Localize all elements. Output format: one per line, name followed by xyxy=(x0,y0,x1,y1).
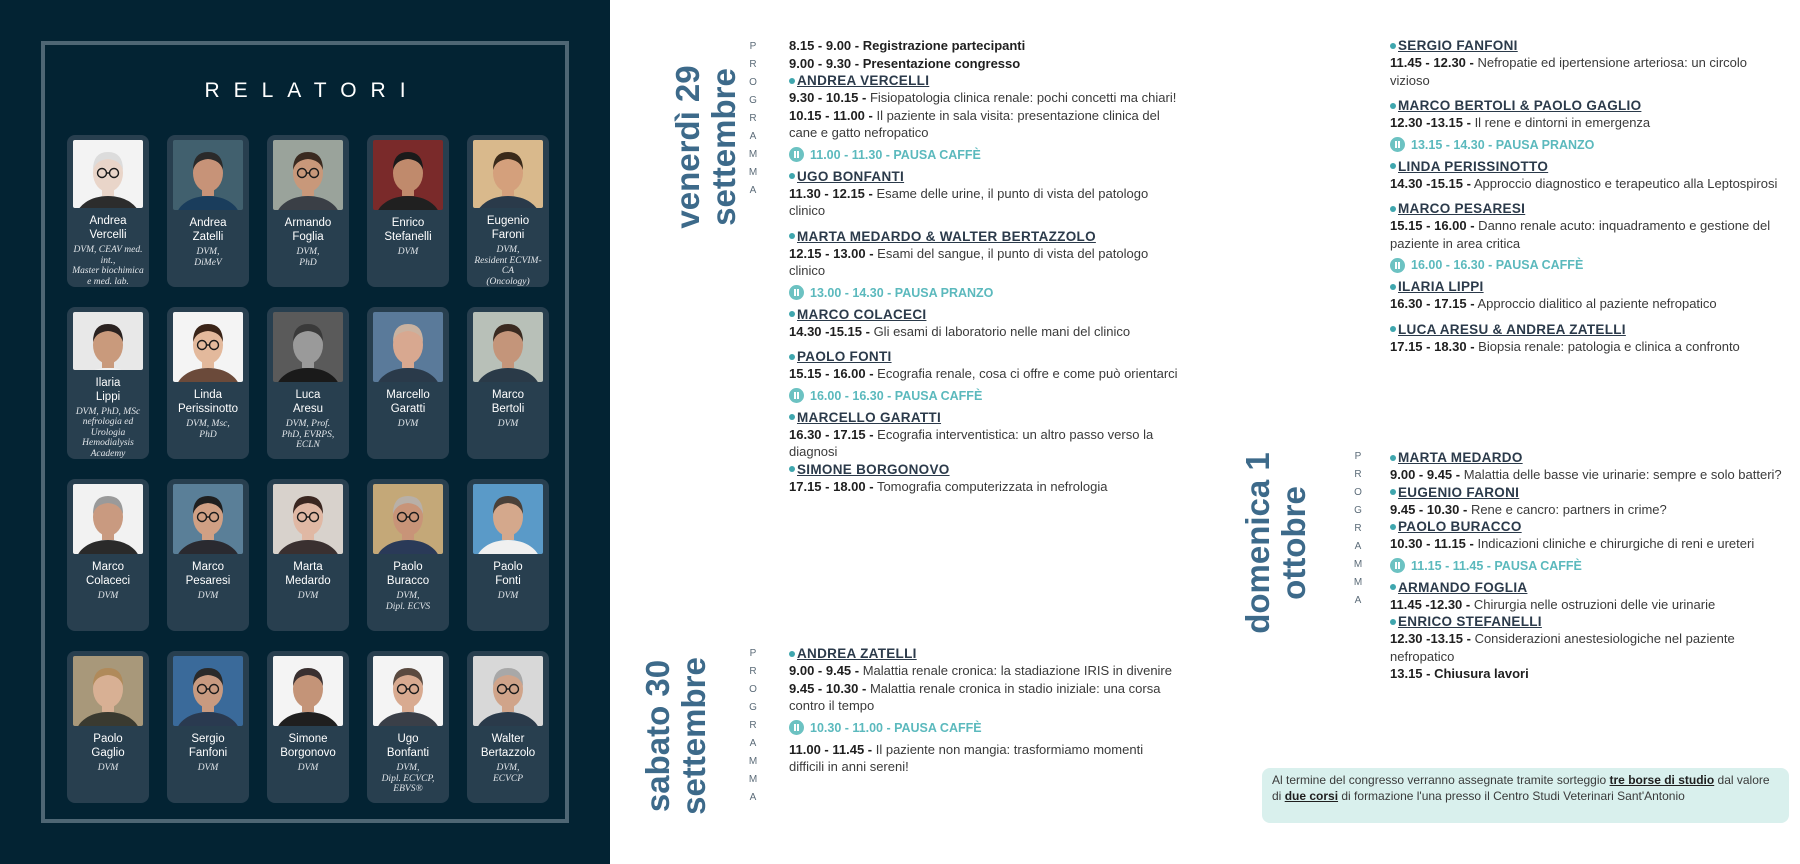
speaker-photo xyxy=(273,484,343,554)
break-row xyxy=(789,386,1184,406)
speaker-credentials: DVM xyxy=(97,591,119,601)
speaker-credentials: DVM, CEAV med. int., Master biochimica e med. lab. xyxy=(72,245,144,287)
speaker-card xyxy=(367,135,449,287)
talk-title: Chirurgia nelle ostruzioni delle vie urinarie xyxy=(1470,596,1716,612)
break-label: 16.00 - 16.30 - PAUSA CAFFÈ xyxy=(1411,258,1584,272)
speaker-name: Linda Perissinotto xyxy=(177,389,239,415)
talk-title: Biopsia renale: patologia e clinica a confronto xyxy=(1474,338,1740,354)
break-row xyxy=(1390,135,1790,155)
program-letter: M xyxy=(1353,559,1363,570)
talk-item xyxy=(1390,114,1790,132)
break-label: 13.15 - 14.30 - PAUSA PRANZO xyxy=(1411,137,1595,152)
speaker-card xyxy=(367,651,449,803)
speaker-photo xyxy=(473,484,543,554)
speaker-credentials: DVM, Prof. PhD, EVRPS, ECLN xyxy=(281,419,335,450)
schedule-friday xyxy=(789,37,1184,495)
bullet-icon xyxy=(789,233,795,239)
bullet-icon xyxy=(1390,619,1396,625)
speaker-card xyxy=(367,479,449,631)
talk-time: 11.00 - 11.45 - xyxy=(789,741,873,757)
speakers-title: RELATORI xyxy=(204,79,420,102)
break-label: 16.00 - 16.30 - PAUSA CAFFÈ xyxy=(810,388,983,403)
program-letter: A xyxy=(1354,541,1362,552)
talk-item xyxy=(789,185,1184,220)
speaker-label: SIMONE BORGONOVO xyxy=(797,461,950,477)
bullet-icon xyxy=(789,78,795,84)
session-speaker xyxy=(1390,200,1790,217)
talk-item xyxy=(1390,295,1790,313)
speaker-photo xyxy=(273,140,343,210)
day-label-friday: venerdì 29 settembre xyxy=(669,65,742,229)
speaker-credentials: DVM xyxy=(297,591,319,601)
talk-item xyxy=(1390,175,1790,193)
speaker-credentials: DVM, Resident ECVIM-CA (Oncology) xyxy=(474,245,542,287)
session-speaker xyxy=(1390,37,1790,54)
speaker-photo xyxy=(473,312,543,382)
talk-item xyxy=(789,478,1184,496)
program-letter: R xyxy=(749,59,757,70)
speakers-panel xyxy=(0,0,610,864)
talk-time: 14.30 -15.15 - xyxy=(1390,175,1471,191)
program-letter: M xyxy=(1353,577,1363,588)
break-row xyxy=(789,145,1184,165)
speaker-card xyxy=(267,307,349,459)
talk-title: Considerazioni anestesiologiche nel paziente nefropatico xyxy=(1390,631,1735,664)
speaker-credentials: DVM xyxy=(197,763,219,773)
bullet-icon xyxy=(1390,524,1396,530)
bullet-icon xyxy=(789,311,795,317)
session-speaker xyxy=(1390,449,1790,466)
speaker-name: Andrea Zatelli xyxy=(189,217,227,243)
program-letter: M xyxy=(748,167,758,178)
program-letter: M xyxy=(748,756,758,767)
program-letter: G xyxy=(749,702,757,713)
scholarship-note: Al termine del congresso verranno assegnate tramite sorteggio tre borse di studio dal valore di due corsi di formazione l'una presso il Centro Studi Veterinari Sant'Antonio xyxy=(1262,768,1789,823)
talk-item xyxy=(1390,630,1790,665)
schedule-sunday xyxy=(1390,449,1790,683)
bullet-icon xyxy=(789,414,795,420)
speaker-label: UGO BONFANTI xyxy=(797,168,905,184)
program-letter: M xyxy=(748,149,758,160)
bullet-icon xyxy=(1390,103,1396,109)
speaker-credentials: DVM xyxy=(397,247,419,257)
talk-time: 10.15 - 11.00 - xyxy=(789,107,873,123)
program-letter: G xyxy=(749,95,757,106)
day-label-saturday: sabato 30 settembre xyxy=(639,657,712,815)
speaker-photo xyxy=(73,140,143,208)
break-label: 11.00 - 11.30 - PAUSA CAFFÈ xyxy=(810,147,981,162)
talk-title: Il rene e dintorni in emergenza xyxy=(1470,115,1651,130)
speaker-credentials: DVM xyxy=(397,419,419,429)
talk-time: 14.30 -15.15 - xyxy=(789,323,870,339)
talk-item xyxy=(789,89,1184,107)
bullet-icon xyxy=(789,651,795,657)
spacer xyxy=(789,220,1184,228)
talk-item xyxy=(1390,535,1790,553)
speaker-card xyxy=(267,651,349,803)
session-speaker xyxy=(789,348,1184,365)
speaker-credentials: DVM, PhD, MSc nefrologia ed Urologia Hemodialysis Academy xyxy=(75,406,141,459)
schedule-event: 13.15 - Chiusura lavori xyxy=(1390,666,1529,681)
speaker-card xyxy=(367,307,449,459)
bullet-icon xyxy=(1390,284,1396,290)
session-speaker xyxy=(1390,484,1790,501)
pause-icon xyxy=(1390,258,1405,273)
talk-time: 15.15 - 16.00 - xyxy=(789,366,874,381)
program-letter: A xyxy=(749,738,757,749)
bullet-icon xyxy=(789,466,795,472)
speaker-label: MARCELLO GARATTI xyxy=(797,409,942,425)
bullet-icon xyxy=(1390,206,1396,212)
schedule-saturday-morning xyxy=(789,645,1174,776)
session-speaker xyxy=(1390,321,1790,338)
talk-item xyxy=(1390,338,1790,356)
speaker-photo xyxy=(373,484,443,554)
speaker-name: Marco Bertoli xyxy=(491,389,525,415)
talk-time: 11.45 -12.30 - xyxy=(1390,596,1471,612)
speaker-label: MARCO COLACECI xyxy=(797,306,927,322)
talk-title: Indicazioni cliniche e chirurgiche di reni e ureteri xyxy=(1473,536,1755,551)
speaker-card xyxy=(467,307,549,459)
session-speaker xyxy=(1390,613,1790,630)
bullet-icon xyxy=(1390,489,1396,495)
session-speaker xyxy=(1390,518,1790,535)
pause-icon xyxy=(789,285,804,300)
session-speaker xyxy=(789,409,1184,426)
speaker-card xyxy=(67,479,149,631)
talk-time: 9.45 - 10.30 - xyxy=(789,680,867,696)
speaker-name: Armando Foglia xyxy=(284,217,332,243)
pause-icon xyxy=(789,147,804,162)
talk-item xyxy=(1390,501,1790,519)
speaker-photo xyxy=(473,656,543,726)
talk-title: Il paziente in sala visita: presentazione clinica del cane e gatto nefropatico xyxy=(789,107,1160,140)
talk-title: Tomografia computerizzata in nefrologia xyxy=(873,478,1108,494)
talk-title: Danno renale acuto: inquadramento e gestione del paziente in area critica xyxy=(1390,218,1771,251)
speaker-credentials: DVM, PhD xyxy=(296,247,320,268)
bullet-icon xyxy=(1390,43,1396,49)
talk-item xyxy=(789,662,1174,680)
program-letter: O xyxy=(1354,487,1362,498)
speaker-photo xyxy=(173,140,243,210)
talk-title: Malattia delle basse vie urinarie: sempre e solo batteri? xyxy=(1460,467,1782,482)
speaker-card xyxy=(267,135,349,287)
bullet-icon xyxy=(1390,455,1396,461)
speaker-photo xyxy=(173,656,243,726)
speaker-card xyxy=(167,135,249,287)
session-speaker xyxy=(1390,579,1790,596)
bullet-icon xyxy=(789,354,795,360)
program-letter: A xyxy=(1354,595,1362,606)
talk-item xyxy=(789,323,1184,341)
talk-time: 16.30 - 17.15 - xyxy=(789,426,874,442)
speaker-name: Simone Borgonovo xyxy=(280,733,336,759)
talk-item xyxy=(1390,466,1790,484)
talk-title: Ecografia renale, cosa ci offre e come può orientarci xyxy=(873,366,1178,381)
spacer xyxy=(1390,89,1790,97)
speaker-card xyxy=(67,135,149,287)
speaker-name: Ugo Bonfanti xyxy=(386,733,430,759)
speaker-credentials: DVM, ECVCP xyxy=(492,763,524,784)
speaker-name: Marco Colaceci xyxy=(85,561,131,587)
pause-icon xyxy=(789,720,804,735)
program-letter: A xyxy=(749,792,757,803)
program-letter: A xyxy=(749,185,757,196)
break-label: 11.15 - 11.45 - PAUSA CAFFÈ xyxy=(1411,558,1582,573)
talk-time: 17.15 - 18.00 - xyxy=(789,478,874,494)
program-letter: R xyxy=(1354,523,1362,534)
speaker-credentials: DVM, Msc, PhD xyxy=(186,419,230,440)
break-label: 13.00 - 14.30 - PAUSA PRANZO xyxy=(810,285,994,300)
speaker-label: PAOLO FONTI xyxy=(797,349,892,364)
speaker-card xyxy=(267,479,349,631)
speaker-photo xyxy=(173,484,243,554)
schedule-event: 9.00 - 9.30 - Presentazione congresso xyxy=(789,55,1021,71)
speaker-credentials: DVM xyxy=(497,419,519,429)
talk-title: Approccio dialitico al paziente nefropatico xyxy=(1474,296,1717,311)
talk-time: 17.15 - 18.30 - xyxy=(1390,338,1475,354)
day-label-sunday: domenica 1 ottobre xyxy=(1239,452,1312,634)
speaker-name: Luca Aresu xyxy=(292,389,324,415)
speaker-credentials: DVM xyxy=(197,591,219,601)
speaker-credentials: DVM xyxy=(297,763,319,773)
speaker-credentials: DVM, Dipl. ECVS xyxy=(385,591,431,612)
speaker-name: Eugenio Faroni xyxy=(486,215,530,241)
pause-icon xyxy=(1390,137,1405,152)
talk-time: 9.00 - 9.45 - xyxy=(789,663,860,678)
speaker-card xyxy=(67,651,149,803)
talk-item xyxy=(789,245,1184,280)
speaker-label: LUCA ARESU & ANDREA ZATELLI xyxy=(1398,321,1626,337)
speaker-name: Ilaria Lippi xyxy=(95,376,121,403)
speaker-label: EUGENIO FARONI xyxy=(1398,484,1520,500)
speaker-label: MARTA MEDARDO & WALTER BERTAZZOLO xyxy=(797,228,1096,244)
session-speaker xyxy=(1390,278,1790,295)
talk-title: Rene e cancro: partners in crime? xyxy=(1467,501,1667,517)
pause-icon xyxy=(1390,558,1405,573)
session-speaker xyxy=(789,168,1184,185)
speaker-card xyxy=(67,307,149,459)
bullet-icon xyxy=(789,173,795,179)
talk-time: 9.00 - 9.45 - xyxy=(1390,467,1461,482)
session-speaker xyxy=(789,306,1184,323)
program-letters xyxy=(747,38,759,200)
speaker-label: ARMANDO FOGLIA xyxy=(1398,579,1528,595)
speaker-label: LINDA PERISSINOTTO xyxy=(1398,158,1549,174)
talk-time: 9.45 - 10.30 - xyxy=(1390,501,1468,517)
schedule-event: 8.15 - 9.00 - Registrazione partecipanti xyxy=(789,38,1026,53)
talk-item xyxy=(1390,217,1790,252)
speaker-photo xyxy=(73,484,143,554)
break-row xyxy=(1390,255,1790,275)
speaker-label: ENRICO STEFANELLI xyxy=(1398,614,1542,629)
program-letter: P xyxy=(749,648,757,659)
talk-title: Nefropatie ed ipertensione arteriosa: un circolo vizioso xyxy=(1390,55,1747,88)
speaker-name: Paolo Fonti xyxy=(493,561,523,587)
talk-title: Esami del sangue, il punto di vista del patologo clinico xyxy=(789,245,1149,278)
talk-time: 10.30 - 11.15 - xyxy=(1390,536,1474,551)
session-speaker xyxy=(789,228,1184,245)
talk-title: Fisiopatologia clinica renale: pochi concetti ma chiari! xyxy=(866,90,1177,105)
speaker-photo xyxy=(73,656,143,726)
speakers-grid xyxy=(67,135,549,803)
speaker-photo xyxy=(73,312,143,370)
program-letter: O xyxy=(749,77,757,88)
talk-title: Ecografia interventistica: un altro passo verso la diagnosi xyxy=(789,426,1154,459)
talk-item xyxy=(789,365,1184,383)
talk-time: 11.30 - 12.15 - xyxy=(789,185,873,201)
program-letter: R xyxy=(1354,469,1362,480)
speaker-label: PAOLO BURACCO xyxy=(1398,519,1522,534)
speaker-photo xyxy=(373,312,443,382)
program-letters xyxy=(1352,448,1364,610)
speaker-photo xyxy=(273,312,343,382)
bullet-icon xyxy=(1390,584,1396,590)
talk-title: Approccio diagnostico e terapeutico alla Leptospirosi xyxy=(1470,175,1778,191)
speaker-photo xyxy=(373,140,443,210)
speaker-label: ANDREA ZATELLI xyxy=(797,646,917,661)
session-speaker xyxy=(789,645,1174,662)
talk-time: 12.15 - 13.00 - xyxy=(789,245,874,261)
speaker-name: Marco Pesaresi xyxy=(185,561,231,587)
speaker-name: Enrico Stefanelli xyxy=(384,217,432,243)
speaker-card xyxy=(167,307,249,459)
speaker-label: ILARIA LIPPI xyxy=(1398,279,1484,294)
speaker-photo xyxy=(273,656,343,726)
talk-time: 16.30 - 17.15 - xyxy=(1390,296,1475,311)
schedule-saturday-afternoon xyxy=(1390,37,1790,355)
spacer xyxy=(789,340,1184,348)
talk-title: Esame delle urine, il punto di vista del patologo clinico xyxy=(789,185,1149,218)
speaker-name: Sergio Fanfoni xyxy=(188,733,228,759)
program-letter: O xyxy=(749,684,757,695)
speaker-label: ANDREA VERCELLI xyxy=(797,73,930,88)
talk-title: Malattia renale cronica in stadio iniziale: una corsa contro il tempo xyxy=(789,680,1161,713)
program-letter: A xyxy=(749,131,757,142)
speaker-label: SERGIO FANFONI xyxy=(1398,38,1518,53)
speaker-card xyxy=(467,651,549,803)
talk-title: Malattia renale cronica: la stadiazione IRIS in divenire xyxy=(859,663,1172,678)
program-letter: R xyxy=(749,666,757,677)
scholarship-link: tre borse di studio xyxy=(1609,773,1715,787)
speaker-label: MARCO BERTOLI & PAOLO GAGLIO xyxy=(1398,98,1642,113)
speaker-name: Marcello Garatti xyxy=(386,389,430,415)
program-letter: R xyxy=(749,720,757,731)
speaker-photo xyxy=(173,312,243,382)
speaker-name: Paolo Gaglio xyxy=(91,733,125,759)
talk-title: Il paziente non mangia: trasformiamo momenti difficili in anni sereni! xyxy=(789,741,1144,774)
speaker-credentials: DVM xyxy=(497,591,519,601)
talk-item xyxy=(789,741,1174,776)
talk-title: Gli esami di laboratorio nelle mani del clinico xyxy=(869,323,1131,339)
bullet-icon xyxy=(1390,163,1396,169)
talk-item xyxy=(1390,54,1790,89)
break-label: 10.30 - 11.00 - PAUSA CAFFÈ xyxy=(810,720,982,735)
program-letter: M xyxy=(748,774,758,785)
speaker-name: Walter Bertazzolo xyxy=(480,733,536,759)
speaker-credentials: DVM xyxy=(97,763,119,773)
speaker-label: MARTA MEDARDO xyxy=(1398,450,1523,465)
pause-icon xyxy=(789,388,804,403)
spacer xyxy=(1390,313,1790,321)
program-letter: P xyxy=(1354,451,1362,462)
talk-time: 12.30 -13.15 - xyxy=(1390,115,1471,130)
session-speaker xyxy=(1390,158,1790,175)
talk-time: 11.45 - 12.30 - xyxy=(1390,55,1474,70)
program-letter: P xyxy=(749,41,757,52)
break-row xyxy=(1390,556,1790,576)
session-speaker xyxy=(1390,97,1790,114)
talk-item xyxy=(789,107,1184,142)
speaker-name: Marta Medardo xyxy=(285,561,331,587)
spacer xyxy=(1390,192,1790,200)
session-speaker xyxy=(789,72,1184,89)
speaker-name: Paolo Buracco xyxy=(386,561,430,587)
program-letters xyxy=(747,645,759,807)
break-row xyxy=(789,718,1174,738)
talk-time: 12.30 -13.15 - xyxy=(1390,631,1471,646)
program-letter: R xyxy=(749,113,757,124)
speakers-frame xyxy=(41,41,569,823)
talk-item xyxy=(789,426,1184,461)
speaker-card xyxy=(167,651,249,803)
speaker-photo xyxy=(473,140,543,208)
bullet-icon xyxy=(1390,326,1396,332)
talk-item xyxy=(1390,596,1790,614)
program-letter: G xyxy=(1354,505,1362,516)
session-speaker xyxy=(789,461,1184,478)
break-row xyxy=(789,283,1184,303)
talk-item xyxy=(789,680,1174,715)
speaker-credentials: DVM, DiMeV xyxy=(194,247,222,268)
speaker-label: MARCO PESARESI xyxy=(1398,201,1526,216)
speaker-photo xyxy=(373,656,443,726)
courses-link: due corsi xyxy=(1284,788,1339,803)
speaker-card xyxy=(467,479,549,631)
speaker-name: Andrea Vercelli xyxy=(89,215,127,241)
talk-time: 9.30 - 10.15 - xyxy=(789,90,867,105)
speaker-card xyxy=(467,135,549,287)
speaker-card xyxy=(167,479,249,631)
talk-time: 15.15 - 16.00 - xyxy=(1390,218,1475,233)
speaker-credentials: DVM, Dipl. ECVCP, EBVS® xyxy=(381,763,435,794)
